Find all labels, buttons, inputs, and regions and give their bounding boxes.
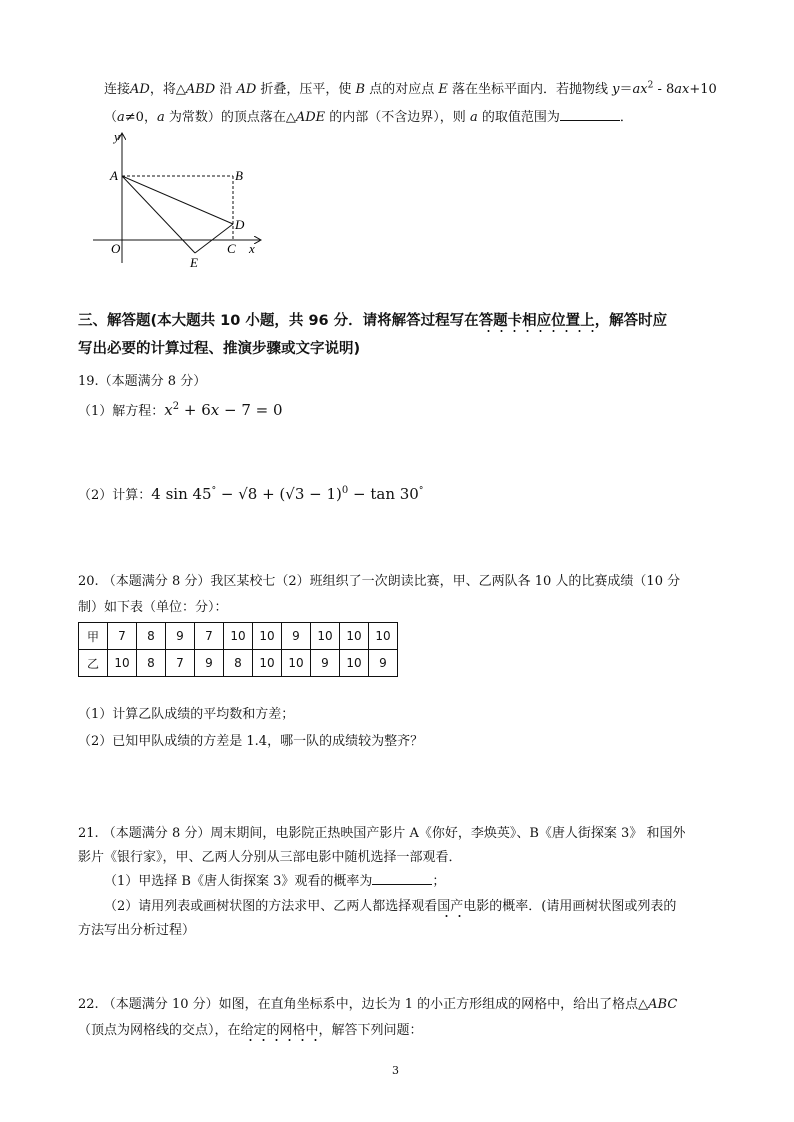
- section-3-heading-line-1: [78, 309, 667, 330]
- table-cell: 10: [340, 650, 369, 677]
- q21-part-2-cont: 方法写出分析过程）: [78, 923, 196, 938]
- scores-table: [78, 622, 398, 677]
- q20-part-1: （1）计算乙队成绩的平均数和方差；: [78, 707, 295, 722]
- math-degree: °: [211, 486, 217, 496]
- part-label: （2）计算：: [78, 488, 152, 503]
- q20-line-2: 制）如下表（单位：分）：: [78, 600, 228, 615]
- table-cell: 9: [195, 650, 224, 677]
- math-y: y: [612, 82, 620, 97]
- segment-AD: [122, 176, 233, 224]
- text: （顶点为网格线的交点），在: [78, 1023, 241, 1038]
- math-x: x: [164, 401, 173, 419]
- table-cell: 10: [224, 623, 253, 650]
- emphasis-text: 国产: [437, 899, 463, 918]
- heading-text: ，解答时应: [594, 313, 668, 329]
- heading-text: 三、解答题(本大题共 10 小题，共 96 分．请将解答过程写在: [78, 313, 479, 329]
- text: 为常数）的顶点落在△: [164, 110, 296, 125]
- equation: [164, 401, 282, 419]
- math-a: a: [469, 110, 478, 125]
- label-E: E: [190, 255, 198, 270]
- table-row: [79, 623, 398, 650]
- math-sup: 2: [172, 401, 180, 412]
- table-cell: 10: [282, 650, 311, 677]
- q20-part-2: （2）已知甲队成绩的方差是 1.4，哪一队的成绩较为整齐？: [78, 734, 424, 749]
- text: ．: [619, 110, 633, 125]
- label-D: D: [235, 217, 245, 232]
- math-x: x: [210, 401, 220, 419]
- math-AD: AD: [130, 82, 150, 97]
- label-C: C: [227, 241, 236, 256]
- row-label: 乙: [79, 650, 108, 677]
- q20-line-1: 20. （本题满分 8 分）我区某校七（2）班组织了一次朗读比赛，甲、乙两队各 10 人的比赛成绩（10 分: [78, 574, 681, 589]
- math-end: +10: [689, 82, 717, 97]
- text: ；: [432, 874, 446, 889]
- q19-part-1: [78, 400, 283, 419]
- text: ，将△: [149, 82, 186, 97]
- math-ax: ax: [632, 82, 648, 97]
- q22-line-2: [78, 1019, 423, 1038]
- text: 落在坐标平面内．若抛物线: [447, 82, 613, 97]
- emphasis-text: 答题卡相应位置上: [479, 313, 595, 333]
- label-y: y: [114, 129, 120, 144]
- math-sup: 2: [647, 80, 654, 91]
- text: 电影的概率．(请用画树状图或列表的: [463, 899, 677, 914]
- q21-line-2: 影片《银行家》，甲、乙两人分别从三部电影中随机选择一部观看．: [78, 850, 462, 865]
- text: （: [104, 110, 118, 125]
- math-E: E: [438, 82, 448, 97]
- math-ADE: ADE: [295, 110, 326, 125]
- math-a: a: [117, 110, 125, 125]
- math-AD: AD: [236, 82, 257, 97]
- intro-line-1: [104, 78, 717, 97]
- math-rest: - 8: [653, 82, 675, 97]
- label-O: O: [111, 241, 121, 256]
- table-cell: 10: [253, 623, 282, 650]
- table-cell: 10: [253, 650, 282, 677]
- table-cell: 10: [108, 650, 137, 677]
- table-cell: 9: [166, 623, 195, 650]
- expression: [151, 485, 423, 503]
- math-tan: − tan 30: [348, 485, 419, 503]
- math-roots: − √8 + (√3 − 1): [216, 485, 342, 503]
- text: ，解答下列问题：: [318, 1023, 423, 1038]
- math-degree: °: [418, 486, 424, 496]
- q21-part-2: [104, 895, 676, 914]
- q22-line-1: [78, 993, 677, 1012]
- text: 点的对应点: [365, 82, 439, 97]
- text: 连接: [104, 82, 131, 97]
- q19-header: 19.（本题满分 8 分）: [78, 374, 207, 389]
- row-label: 甲: [79, 623, 108, 650]
- intro-line-2: [104, 106, 633, 125]
- table-cell: 10: [311, 623, 340, 650]
- table-cell: 8: [137, 623, 166, 650]
- text: （1）甲选择 B《唐人街探案 3》观看的概率为: [104, 874, 373, 889]
- math-sin: 4 sin 45: [151, 485, 212, 503]
- table-cell: 8: [224, 650, 253, 677]
- label-A: A: [110, 168, 118, 183]
- text: ≠0，: [124, 110, 157, 125]
- math-B: B: [355, 82, 366, 97]
- segment-AE: [122, 176, 195, 253]
- text: 22. （本题满分 10 分）如图，在直角坐标系中，边长为 1 的小正方形组成的网格中，给出了格点△: [78, 997, 649, 1012]
- math-sup: 0: [341, 485, 349, 496]
- text: 的取值范围为: [477, 110, 560, 125]
- text: 沿: [215, 82, 237, 97]
- answer-blank: [560, 109, 620, 121]
- table-cell: 8: [137, 650, 166, 677]
- label-x: x: [249, 241, 255, 256]
- table-cell: 9: [311, 650, 340, 677]
- table-row: [79, 650, 398, 677]
- q21-line-1: 21. （本题满分 8 分）周末期间，电影院正热映国产影片 A《你好，李焕英》、B《唐人街探案 3》 和国外: [78, 826, 686, 841]
- coordinate-figure: [88, 128, 278, 270]
- section-3-heading-line-2: 写出必要的计算过程、推演步骤或文字说明): [78, 341, 361, 357]
- table-cell: 7: [108, 623, 137, 650]
- table-cell: 7: [195, 623, 224, 650]
- math-end: − 7 = 0: [219, 401, 283, 419]
- math-ABC: ABC: [648, 997, 678, 1012]
- part-label: （1）解方程：: [78, 404, 165, 419]
- table-cell: 7: [166, 650, 195, 677]
- table-cell: 10: [369, 623, 398, 650]
- q19-part-2: [78, 484, 423, 503]
- math-eq: ＝: [619, 82, 633, 97]
- q21-part-1: [104, 870, 445, 889]
- label-B: B: [235, 168, 243, 183]
- math-ABD: ABD: [185, 82, 216, 97]
- math-ax: ax: [674, 82, 690, 97]
- math-a: a: [156, 110, 165, 125]
- page-number: 3: [392, 1064, 399, 1077]
- table-cell: 9: [369, 650, 398, 677]
- table-cell: 10: [340, 623, 369, 650]
- text: （2）请用列表或画树状图的方法求甲、乙两人都选择观看: [104, 899, 438, 914]
- answer-blank: [372, 873, 432, 885]
- emphasis-text: 给定的网格中: [241, 1023, 319, 1042]
- table-cell: 9: [282, 623, 311, 650]
- text: 的内部（不含边界），则: [325, 110, 470, 125]
- math-rest: + 6: [179, 401, 211, 419]
- text: 折叠，压平，使: [256, 82, 356, 97]
